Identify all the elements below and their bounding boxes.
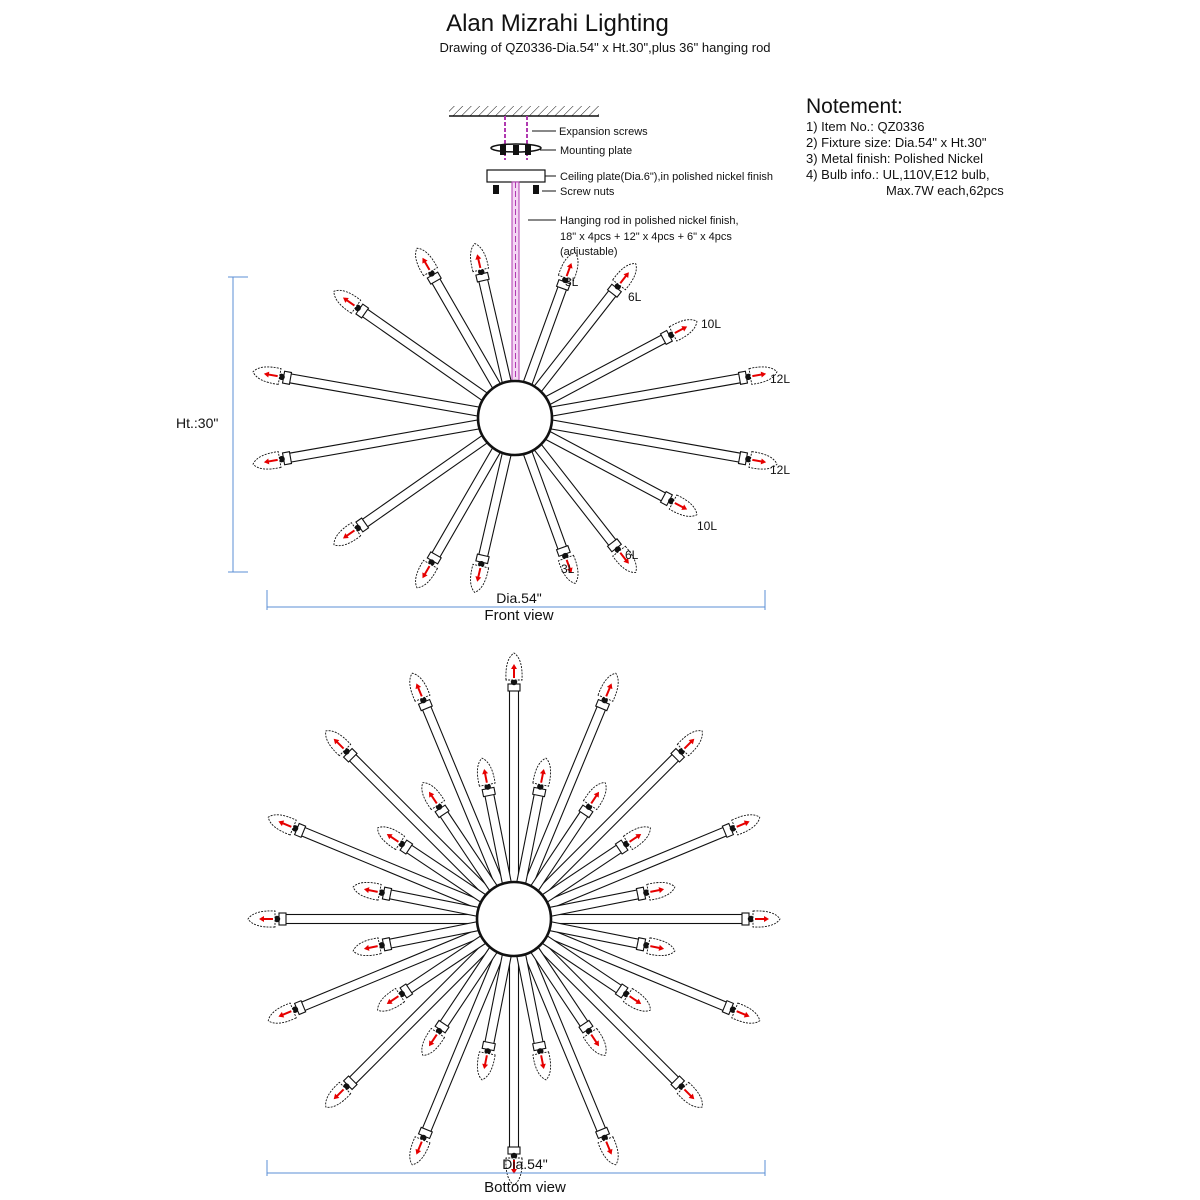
mounting-plate-nut-1 <box>500 145 506 155</box>
notes-heading: Notement: <box>806 95 903 118</box>
mounting-plate-nut-3 <box>525 145 531 155</box>
ceiling-plate <box>487 170 545 182</box>
fixture-hub <box>477 882 551 956</box>
fixture-arm <box>547 911 780 927</box>
arm-tube <box>284 915 481 924</box>
notes-item-1: 1) Item No.: QZ0336 <box>806 119 925 134</box>
bottom-width-label: Dia.54" <box>502 1156 548 1172</box>
height-dimension-label: Ht.:30" <box>176 415 219 431</box>
ring-label-bot-10l: 10L <box>697 519 718 533</box>
front-view-caption: Front view <box>484 607 554 624</box>
ring-label-top-6l: 6L <box>628 290 642 304</box>
label-mounting-plate: Mounting plate <box>560 145 633 157</box>
label-screw-nuts: Screw nuts <box>560 186 615 198</box>
bottom-view-caption: Bottom view <box>484 1179 566 1196</box>
page-title: Alan Mizrahi Lighting <box>446 10 669 37</box>
ring-label-top-12l: 12L <box>770 372 791 386</box>
screw-nut-right <box>533 185 539 194</box>
label-hanging-rod-1: Hanging rod in polished nickel finish, <box>560 215 739 227</box>
fixture-arm <box>467 242 516 388</box>
ceiling-hatch <box>449 106 599 116</box>
mounting-plate-nut-2 <box>513 145 519 155</box>
ring-label-bot-3l: 3L <box>561 562 575 576</box>
front-width-label: Dia.54" <box>496 590 542 606</box>
fixture-arm <box>546 416 778 472</box>
fixture-arm <box>506 952 522 1185</box>
notes-item-4: 4) Bulb info.: UL,110V,E12 bulb, <box>806 167 990 182</box>
ring-label-bot-6l: 6L <box>625 548 639 562</box>
arm-tube <box>361 308 491 403</box>
label-expansion-screws: Expansion screws <box>559 126 648 138</box>
ring-label-bot-12l: 12L <box>770 463 791 477</box>
arm-tube <box>547 915 744 924</box>
label-hanging-rod-3: (adjustable) <box>560 246 618 258</box>
fixture-arm <box>467 448 516 594</box>
screw-nut-left <box>493 185 499 194</box>
ring-label-top-10l: 10L <box>701 317 722 331</box>
drawing-subtitle: Drawing of QZ0336-Dia.54" x Ht.30",plus 36" hanging rod <box>439 40 771 55</box>
notes-item-3: 3) Metal finish: Polished Nickel <box>806 151 984 166</box>
arm-tube <box>510 689 519 886</box>
fixture-hub <box>478 381 552 455</box>
notes-item-5: Max.7W each,62pcs <box>886 183 1004 198</box>
label-hanging-rod-2: 18" x 4pcs + 12" x 4pcs + 6" x 4pcs <box>560 231 732 243</box>
notes-item-2: 2) Fixture size: Dia.54" x Ht.30" <box>806 135 987 150</box>
bottom-view-fixture <box>248 653 780 1185</box>
fixture-arm <box>506 653 522 886</box>
fixture-arm <box>248 911 481 927</box>
fixture-arm <box>546 364 778 420</box>
label-ceiling-plate: Ceiling plate(Dia.6"),in polished nickel finish <box>560 171 774 183</box>
ring-label-top-3l: 3L <box>565 275 579 289</box>
arm-tube <box>510 952 519 1149</box>
arm-tube <box>361 433 491 528</box>
